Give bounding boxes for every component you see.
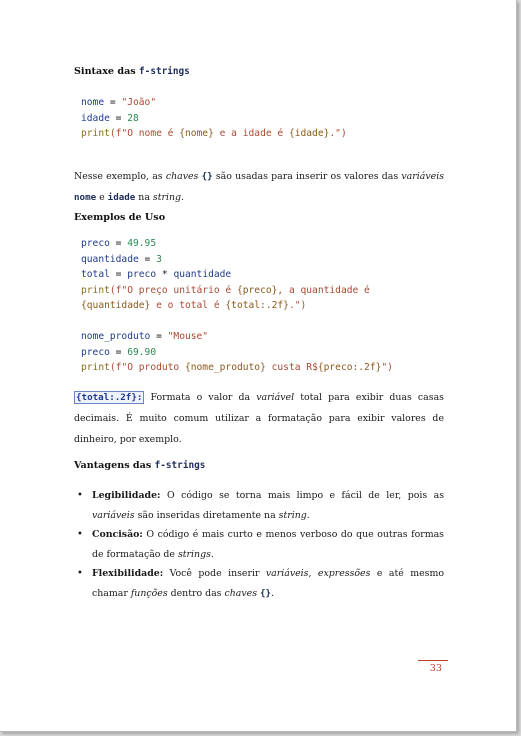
inline-code-total-format: {total:.2f}: [76,392,143,403]
bullet-icon: • [77,490,83,501]
code-line: quantidade = 3 [81,253,162,265]
code-line: {quantidade} e o total é {total:.2f}.") [81,300,307,311]
code-line: nome_produto = "Mouse" [81,331,209,342]
code-line: total = preco * quantidade [81,269,232,280]
code-line: print(f"O nome é {nome} e a idade é {idade}.") [81,128,347,139]
paragraph-explanation: Nesse exemplo, as chaves {} são usadas para inserir os valores das variáveis nome e idade na string. [74,171,444,203]
list-item-flexibilidade: • Flexibilidade: Você pode inserir variáveis, expressões e até mesmo chamar funções dentro das chaves {}. [74,564,444,603]
list-item-legibilidade: • Legibilidade: O código se torna mais limpo e fácil de ler, pois as variáveis são inseridas diretamente na string. [74,486,444,525]
heading-advantages-text: Vantagens das [74,460,155,471]
bullet-icon: • [77,568,83,580]
code-line: preco = 69.90 [81,346,157,358]
code-block-examples [81,236,393,376]
code-line: preco = 49.95 [81,238,157,249]
code-line: nome = "João" [81,97,157,108]
advantages-list [74,486,444,604]
heading-advantages-code: f-strings [154,460,206,471]
code-line: print(f"O produto {nome_produto} custa R${preco:.2f}") [81,362,393,373]
heading-examples: Exemplos de Uso [74,212,166,223]
heading-advantages [74,460,205,471]
heading-syntax-code: f-strings [139,66,190,77]
code-line: print(f"O preço unitário é {preco}, a quantidade é [81,284,370,296]
code-block-syntax [81,95,347,142]
page-number: 33 [429,663,442,674]
bullet-icon: • [77,529,83,541]
heading-syntax [74,66,190,77]
page-number-rule [418,660,448,661]
list-item-concisao: • Concisão: O código é mais curto e menos verboso do que outras formas de formatação de strings. [74,525,444,564]
code-blank-line [81,314,393,330]
heading-syntax-text: Sintaxe das [74,66,140,77]
paragraph-format-note: {total:.2f}: Formata o valor da variável total para exibir duas casas decimais. É muito comum utilizar a formatação para exibir valores de dinheiro, por exemplo. [74,392,444,445]
code-line: idade = 28 [81,112,139,124]
